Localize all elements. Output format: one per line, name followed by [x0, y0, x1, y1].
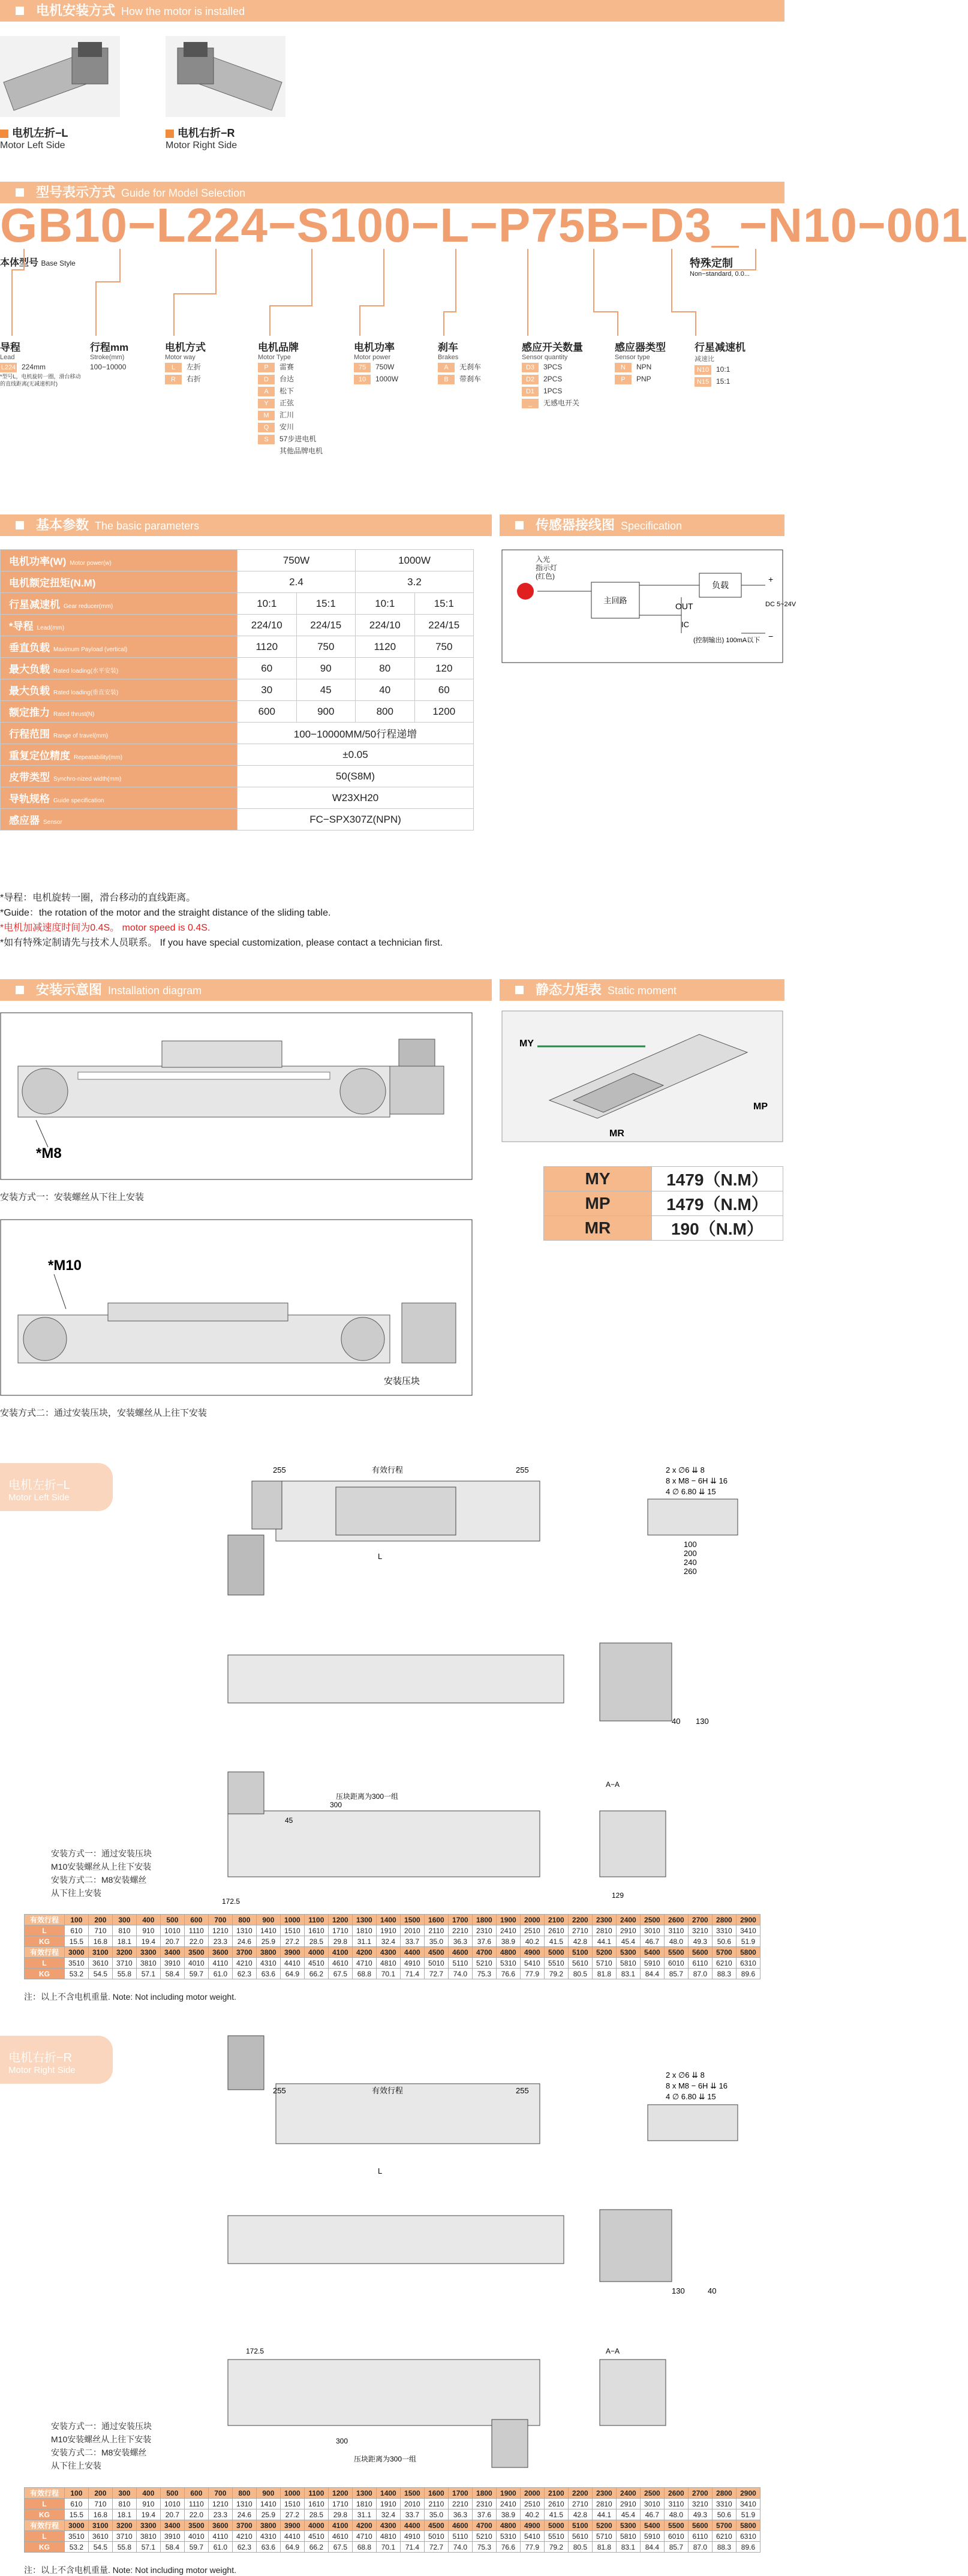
base-style-label: 本体型号 Base Style: [0, 258, 76, 268]
section-header-install-diagram: 安装示意图 Installation diagram: [0, 979, 492, 1001]
svg-text:A−A: A−A: [606, 2347, 620, 2355]
section-header-install-way: 电机安装方式 How the motor is installed: [0, 0, 784, 22]
svg-text:DC 5~24V: DC 5~24V: [765, 601, 796, 608]
square-icon: [515, 986, 524, 994]
motor-right-caption: 电机右折−R Motor Right Side: [166, 127, 238, 151]
left-tab: 电机左折−L Motor Left Side: [0, 1463, 113, 1511]
svg-text:(控制输出) 100mA以下: (控制输出) 100mA以下: [693, 637, 760, 644]
svg-text:255: 255: [516, 2086, 529, 2095]
svg-text:MP: MP: [753, 1102, 768, 1112]
svg-text:130: 130: [672, 2286, 685, 2295]
special-label: 特殊定制 Non−standard, 0.0...: [690, 257, 750, 278]
svg-text:172.5: 172.5: [246, 2347, 264, 2355]
svg-text:8 x M8 − 6H ⇊ 16: 8 x M8 − 6H ⇊ 16: [666, 1476, 728, 1485]
svg-text:300: 300: [336, 2437, 348, 2445]
square-icon: [16, 986, 24, 994]
right-table-note: 注：以上不含电机重量. Note: Not including motor weight.: [24, 2565, 236, 2575]
section-header-model: 型号表示方式 Guide for Model Selection: [0, 182, 784, 203]
left-table-note: 注：以上不含电机重量. Note: Not including motor weight.: [24, 1992, 236, 2002]
square-icon: [166, 130, 174, 138]
svg-text:200: 200: [684, 1549, 697, 1558]
svg-text:45: 45: [285, 1816, 293, 1825]
svg-text:240: 240: [684, 1558, 697, 1567]
way-group: 电机方式 Motor way L 左折 R 右折: [165, 342, 206, 383]
sensor-qty-group: 感应开关数量 Sensor quantity D3 3PCS D2 2PCS D1 1PCS _ 无感电开关: [522, 342, 583, 407]
square-icon: [16, 521, 24, 529]
svg-text:260: 260: [684, 1567, 697, 1576]
square-icon: [16, 7, 24, 15]
sensor-type-group: 感应器类型 Sensor type N NPN P PNP: [615, 342, 666, 383]
svg-text:A−A: A−A: [606, 1780, 620, 1789]
svg-text:有效行程: 有效行程: [372, 2086, 404, 2095]
svg-text:300: 300: [330, 1801, 342, 1809]
svg-text:有效行程: 有效行程: [372, 1465, 404, 1474]
square-icon: [16, 188, 24, 197]
lead-group: 导程 Lead L224 224mm *型号L，电机旋转一圈，滑台移动的直线距离(无减速机时): [0, 342, 81, 387]
svg-text:172.5: 172.5: [222, 1897, 241, 1906]
stroke-table-right: 有效行程 100 200 300 400 500 600 700 800 900 1000 1100 1200 1300 1400 1500 1600 1700 1800 1900 2000 2100 2200 2300 2400 2500 2600 2700 2800 2900 L 610 710 810 910 1010 1110 1210 1310 1410 1510 1610 1710 1810 1910 2010 2110 2210 2310 2410 2510 2610 2710 2810 2910 3010 3110 3210 3310 3410 KG 15.5 16.8 18.1 19.4 20.7 22.0 23.3 24.6 25.9 27.2 28.5 29.8 31.1 32.4 33.7 35.0 36.3 37.6 38.9 40.2 41.5 42.8 44.1 45.4 46.7 48.0 49.3 50.6 51.9 有效行程 3000 3100 3200 3300 3400 3500 3600 3700 3800 3900 4000 4100 4200 4300 4400 4500 4600 4700 4800 4900 5000 5100 5200 5300 5400 5500 5600 5700 5800 L 3510 3610 3710 3810 3910 4010 4110 4210 4310 4410 4510 4610 4710 4810 4910 5010 5110 5210 5310 5410 5510 5610 5710 5810 5910 6010 6110 6210 6310 KG 53.2 54.5 55.8 57.1 58.4 59.7 61.0 62.3 63.6 64.9 66.2 67.5 68.8 70.1 71.4 72.7 74.0 75.3 76.6 77.9 79.2 80.5 81.8 83.1 84.4 85.7 87.0 88.3 89.6: [24, 2487, 760, 2553]
moment-table: MY 1479（N.M） MP 1479（N.M） MR 190（N.M）: [543, 1166, 783, 1241]
svg-text:*M8: *M8: [36, 1145, 62, 1161]
svg-text:压块距离为300一组: 压块距离为300一组: [336, 1792, 399, 1801]
square-icon: [515, 521, 524, 529]
left-drawing-top: [216, 1463, 780, 1727]
stroke-table-left: 有效行程 100 200 300 400 500 600 700 800 900 1000 1100 1200 1300 1400 1500 1600 1700 1800 1900 2000 2100 2200 2300 2400 2500 2600 2700 2800 2900 L 610 710 810 910 1010 1110 1210 1310 1410 1510 1610 1710 1810 1910 2010 2110 2210 2310 2410 2510 2610 2710 2810 2910 3010 3110 3210 3310 3410 KG 15.5 16.8 18.1 19.4 20.7 22.0 23.3 24.6 25.9 27.2 28.5 29.8 31.1 32.4 33.7 35.0 36.3 37.6 38.9 40.2 41.5 42.8 44.1 45.4 46.7 48.0 49.3 50.6 51.9 有效行程 3000 3100 3200 3300 3400 3500 3600 3700 3800 3900 4000 4100 4200 4300 4400 4500 4600 4700 4800 4900 5000 5100 5200 5300 5400 5500 5600 5700 5800 L 3510 3610 3710 3810 3910 4010 4110 4210 4310 4410 4510 4610 4710 4810 4910 5010 5110 5210 5310 5410 5510 5610 5710 5810 5910 6010 6110 6210 6310 KG 53.2 54.5 55.8 57.1 58.4 59.7 61.0 62.3 63.6 64.9 66.2 67.5 68.8 70.1 71.4 72.7 74.0 75.3 76.6 77.9 79.2 80.5 81.8 83.1 84.4 85.7 87.0 88.3 89.6: [24, 1914, 760, 1979]
stroke-group: 行程mm Stroke(mm) 100−10000: [90, 342, 129, 371]
svg-text:MY: MY: [519, 1039, 534, 1049]
right-tab: 电机右折−R Motor Right Side: [0, 2036, 113, 2084]
square-icon: [0, 130, 8, 138]
brakes-group: 刹车 Brakes A 无刹车 B 带刹车: [438, 342, 482, 383]
model-connector-lines: [0, 246, 784, 336]
svg-text:主回路: 主回路: [603, 596, 627, 605]
svg-text:MR: MR: [609, 1128, 624, 1139]
left-mount-notes: 安装方式一：通过安装压块 M10安装螺丝从上往下安装 安装方式二：M8安装螺丝 从下往上安装: [51, 1849, 152, 1898]
power-group: 电机功率 Motor power 75 750W 10 1000W: [354, 342, 399, 383]
right-drawing-bottom: [216, 2342, 780, 2479]
svg-text:129: 129: [612, 1891, 624, 1900]
svg-text:2 x ∅6 ⇊ 8: 2 x ∅6 ⇊ 8: [666, 1465, 705, 1474]
svg-text:*M10: *M10: [48, 1257, 82, 1274]
svg-text:255: 255: [273, 2086, 286, 2095]
svg-text:负载: 负载: [712, 580, 729, 590]
motor-left-image: [0, 36, 120, 117]
motor-right-image: [166, 36, 285, 117]
svg-text:2 x ∅6 ⇊ 8: 2 x ∅6 ⇊ 8: [666, 2071, 705, 2080]
section-header-params: 基本参数 The basic parameters: [0, 514, 492, 536]
svg-text:8 x M8 − 6H ⇊ 16: 8 x M8 − 6H ⇊ 16: [666, 2081, 728, 2090]
svg-text:4 ∅ 6.80 ⇊ 15: 4 ∅ 6.80 ⇊ 15: [666, 1487, 716, 1496]
wiring-lamp-label: 入光 指示灯 (红色): [536, 555, 558, 580]
svg-text:255: 255: [273, 1465, 286, 1474]
install2-caption: 安装方式二：通过安装压块，安装螺丝从上往下安装: [0, 1408, 208, 1418]
moment-diagram: [501, 1010, 783, 1142]
right-drawing-top: [216, 2036, 780, 2300]
motor-left-caption: 电机左折−L Motor Left Side: [0, 127, 68, 151]
svg-text:−: −: [768, 631, 774, 641]
svg-text:压块距离为300一组: 压块距离为300一组: [354, 2455, 417, 2463]
section-header-wiring: 传感器接线图 Specification: [500, 514, 784, 536]
svg-text:130: 130: [696, 1717, 709, 1726]
svg-text:+: +: [768, 574, 774, 584]
svg-text:OUT: OUT: [675, 601, 693, 611]
right-mount-notes: 安装方式一：通过安装压块 M10安装螺丝从上往下安装 安装方式二：M8安装螺丝 从下往上安装: [51, 2421, 152, 2470]
install-diagram-1: [0, 1012, 473, 1180]
svg-text:255: 255: [516, 1465, 529, 1474]
reducer-group: 行星减速机 减速比 N10 10:1 N15 15:1: [695, 342, 745, 386]
svg-text:40: 40: [672, 1717, 681, 1726]
install1-caption: 安装方式一：安装螺丝从下往上安装: [0, 1192, 145, 1202]
left-drawing-bottom: [216, 1769, 780, 1907]
svg-text:IC: IC: [681, 620, 689, 629]
svg-text:4 ∅ 6.80 ⇊ 15: 4 ∅ 6.80 ⇊ 15: [666, 2092, 716, 2101]
section-header-moment: 静态力矩表 Static moment: [500, 979, 784, 1001]
params-table: 电机功率(W) Motor power(w) 750W 1000W 电机额定扭矩(N.M) 2.4 3.2 行星减速机 Gear reducer(mm) 10:1 15:1 10:1 15:1 *导程 Lead(mm) 224/10 224/15 224/10 224/15 垂直负载 Maximum Payload (vertical) 1120 750 1120 750 最大负载 Rated loading(水平安装) 60 90 80 120 最大负载 Rated loading(垂直安装) 30 45 40 60 额定推力 Rated thrust(N) 600 900 800 1200 行程范围 Range of travel(mm) 100−10000MM/50行程递增 重复定位精度 Repeatability(mm) ±0.05 皮带类型 Synchro-nized width(mm) 50(S8M) 导轨规格 Guide specification W23XH20 感应器 Sensor FC−SPX307Z(NPN): [0, 549, 474, 830]
install-diagram-2: [0, 1219, 473, 1396]
type-group: 电机品牌 Motor Type P 雷赛 D 台达 A 松下 Y 正弦 M 汇川 Q 安川 S 57步进电机 其他品牌电机: [258, 342, 323, 455]
svg-text:L: L: [378, 1552, 383, 1561]
notes: *导程：电机旋转一圈，滑台移动的直线距离。 *Guide：the rotation of the motor and the straight distance of the sliding table. *电机加减速度时间为0.4S。 motor speed is 0.4S. *如有特殊定制请先与技术人员联系。 If you have special customization, please contact a technician first.: [0, 893, 443, 948]
model-code: GB10−L224−S100−L−P75B−D3_−N10−001: [0, 198, 968, 252]
svg-text:40: 40: [708, 2286, 717, 2295]
svg-text:安装压块: 安装压块: [384, 1376, 420, 1386]
svg-text:100: 100: [684, 1540, 697, 1549]
svg-text:L: L: [378, 2166, 383, 2175]
